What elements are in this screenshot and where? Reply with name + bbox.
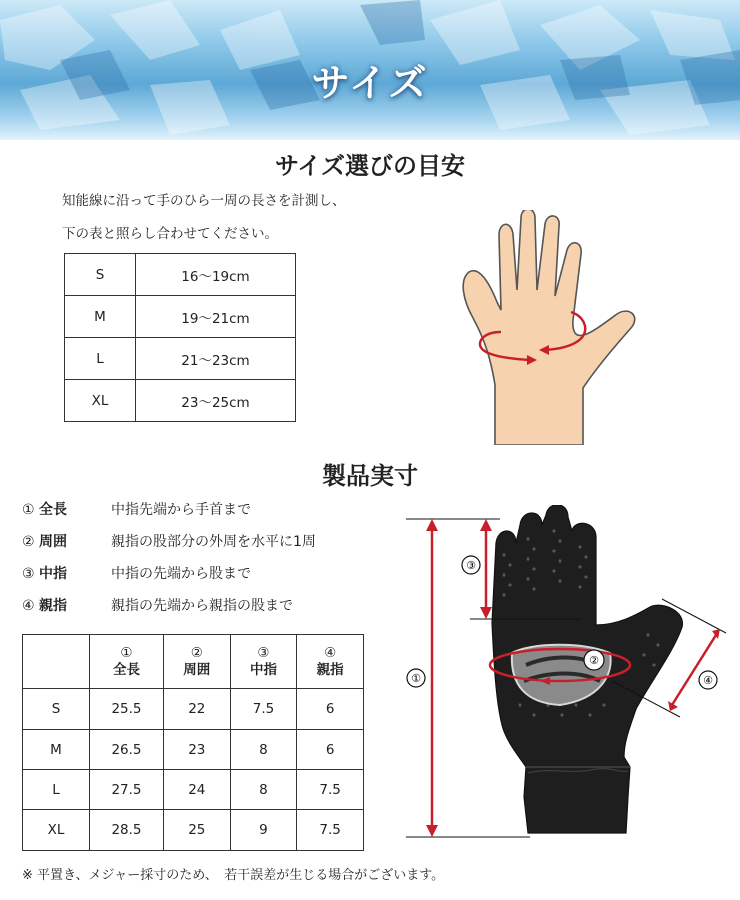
corner-cell — [23, 635, 90, 689]
value-cell: 9 — [230, 810, 297, 851]
legend-desc: 中指先端から手首まで — [111, 502, 252, 518]
value-cell: 7.5 — [297, 810, 364, 851]
product-size-table — [22, 634, 364, 851]
table-row — [65, 254, 296, 296]
marker-2: ② — [589, 654, 599, 667]
value-cell: 28.5 — [90, 810, 164, 851]
column-header-middle-finger — [230, 635, 297, 689]
value-cell: 26.5 — [90, 730, 164, 770]
legend-name: 親指 — [39, 598, 68, 614]
value-cell: 8 — [230, 770, 297, 810]
range-cell: 16〜19cm — [136, 254, 296, 296]
table-row — [65, 296, 296, 338]
column-header-total-length — [90, 635, 164, 689]
legend-num: ② — [22, 534, 35, 550]
hand-outline — [463, 210, 635, 445]
table-row — [23, 730, 364, 770]
size-cell: XL — [23, 810, 90, 851]
table-row — [23, 689, 364, 730]
size-cell: S — [65, 254, 136, 296]
legend-num: ① — [22, 502, 35, 518]
column-num: ④ — [324, 644, 337, 661]
table-row — [23, 770, 364, 810]
legend-item-total-length — [22, 499, 251, 519]
hand-measurement-illustration — [455, 210, 655, 445]
column-num: ① — [120, 644, 133, 661]
header-banner — [0, 0, 740, 140]
product-size-heading: 製品実寸 — [322, 461, 418, 490]
legend-desc: 中指の先端から股まで — [111, 566, 252, 582]
range-cell: 23〜25cm — [136, 380, 296, 422]
column-label: 親指 — [316, 661, 344, 678]
column-num: ③ — [257, 644, 270, 661]
value-cell: 22 — [163, 689, 230, 730]
column-header-thumb — [297, 635, 364, 689]
legend-desc: 親指の先端から親指の股まで — [111, 598, 294, 614]
glove-measurement-illustration — [400, 505, 740, 850]
banner-title: サイズ — [311, 60, 429, 105]
value-cell: 7.5 — [297, 770, 364, 810]
legend-num: ④ — [22, 598, 35, 614]
guide-instruction-1: 知能線に沿って手のひら一周の長さを計測し、 — [62, 193, 346, 209]
value-cell: 6 — [297, 689, 364, 730]
column-label: 中指 — [249, 661, 277, 678]
legend-item-middle-finger — [22, 563, 251, 583]
column-header-circumference — [163, 635, 230, 689]
value-cell: 7.5 — [230, 689, 297, 730]
range-cell: 21〜23cm — [136, 338, 296, 380]
size-cell: XL — [65, 380, 136, 422]
size-cell: S — [23, 689, 90, 730]
value-cell: 23 — [163, 730, 230, 770]
legend-num: ③ — [22, 566, 35, 582]
marker-3: ③ — [466, 559, 476, 572]
legend-item-circumference — [22, 531, 316, 551]
value-cell: 27.5 — [90, 770, 164, 810]
legend-name: 全長 — [39, 502, 68, 518]
table-row — [65, 380, 296, 422]
marker-4: ④ — [703, 674, 713, 687]
size-cell: M — [65, 296, 136, 338]
hand-size-table — [64, 253, 296, 422]
value-cell: 25.5 — [90, 689, 164, 730]
value-cell: 6 — [297, 730, 364, 770]
column-label: 全長 — [112, 661, 140, 678]
size-cell: L — [65, 338, 136, 380]
size-guide-heading: サイズ選びの目安 — [274, 151, 466, 180]
legend-name: 周囲 — [39, 534, 68, 550]
value-cell: 8 — [230, 730, 297, 770]
table-row — [65, 338, 296, 380]
range-cell: 19〜21cm — [136, 296, 296, 338]
size-cell: M — [23, 730, 90, 770]
column-label: 周囲 — [183, 661, 211, 678]
marker-1: ① — [411, 672, 421, 685]
column-num: ② — [190, 644, 203, 661]
legend-desc: 親指の股部分の外周を水平に1周 — [111, 534, 316, 550]
value-cell: 24 — [163, 770, 230, 810]
legend-name: 中指 — [39, 566, 68, 582]
size-cell: L — [23, 770, 90, 810]
value-cell: 25 — [163, 810, 230, 851]
table-header-row — [23, 635, 364, 689]
table-row — [23, 810, 364, 851]
guide-instruction-2: 下の表と照らし合わせてください。 — [62, 226, 278, 242]
measurement-note: ※ 平置き、メジャー採寸のため、 若干誤差が生じる場合がございます。 — [22, 868, 445, 883]
legend-item-thumb — [22, 595, 293, 615]
